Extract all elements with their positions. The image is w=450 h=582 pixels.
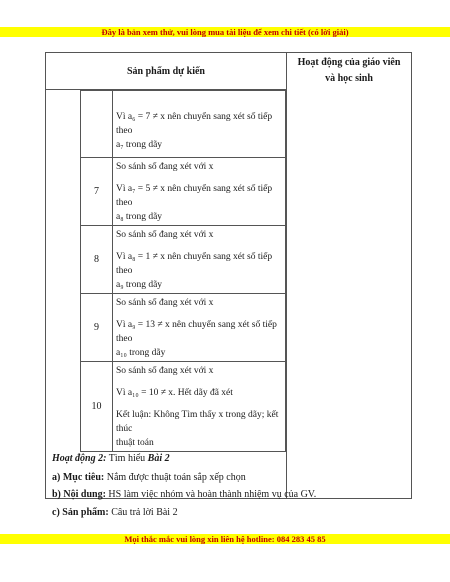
goal-label: a) Mục tiêu: — [52, 472, 105, 483]
step-description — [113, 294, 286, 362]
step-line: thuật toán — [116, 437, 154, 448]
step-number: 7 — [81, 158, 113, 226]
expected-product-cell — [46, 90, 287, 499]
step-line: Vì a₉ = 13 ≠ x nên chuyển sang xét số tiếp theo — [116, 319, 277, 344]
step-number — [81, 91, 113, 158]
content-line — [52, 489, 316, 501]
step-line: So sánh số đang xét với x — [116, 161, 214, 172]
content-text: HS làm việc nhóm và hoàn thành nhiệm vụ của GV. — [105, 489, 317, 500]
table-row — [81, 158, 286, 226]
step-number: 10 — [81, 362, 113, 452]
step-number: 8 — [81, 226, 113, 294]
preview-banner-text: Đây là bản xem thử, vui lòng mua tài liệu để xem chi tiết (có lời giải) — [101, 27, 349, 37]
step-line: Vì a₈ = 1 ≠ x nên chuyển sang xét số tiếp theo — [116, 251, 273, 276]
header-teacher-student-activity — [287, 53, 412, 499]
step-line: a₁₀ trong dãy — [116, 347, 166, 358]
step-line: Kết luận: Không Tìm thấy x trong dãy; kết thúc — [116, 409, 279, 434]
table-row — [81, 294, 286, 362]
product-label: c) Sản phẩm: — [52, 507, 109, 518]
product-line — [52, 507, 178, 519]
hotline-banner-text: Mọi thắc mắc vui lòng xin liên hệ hotline: 084 283 45 85 — [124, 534, 326, 544]
step-number: 9 — [81, 294, 113, 362]
table-row — [81, 226, 286, 294]
step-description — [113, 91, 286, 158]
hotline-banner — [0, 534, 450, 544]
lesson-table — [45, 52, 412, 499]
step-line: Vì a₁₀ = 10 ≠ x. Hết dãy đã xét — [116, 387, 233, 398]
activity-text: Tìm hiểu — [106, 453, 148, 464]
step-line: So sánh số đang xét với x — [116, 229, 214, 240]
activity-label: Hoạt động 2: — [52, 453, 107, 464]
preview-banner — [0, 27, 450, 37]
goal-line — [52, 472, 246, 484]
content-label: b) Nội dung: — [52, 489, 106, 500]
step-line: a₇ trong dãy — [116, 140, 163, 150]
header-right-line1: Hoạt động của giáo viên — [297, 57, 401, 68]
table-row — [81, 91, 286, 158]
step-description — [113, 226, 286, 294]
step-line: a₈ trong dãy — [116, 211, 163, 222]
goal-text: Nắm được thuật toán sắp xếp chọn — [104, 472, 246, 483]
step-line: So sánh số đang xét với x — [116, 365, 214, 376]
step-line: So sánh số đang xét với x — [116, 297, 214, 308]
step-description — [113, 362, 286, 452]
algorithm-steps-table — [80, 90, 286, 452]
product-text: Câu trả lời Bài 2 — [108, 507, 178, 518]
activity-heading — [52, 453, 170, 465]
step-line: Vì a₆ = 7 ≠ x nên chuyển sang xét số tiếp theo — [116, 112, 273, 136]
header-expected-product: Sản phẩm dự kiến — [46, 53, 287, 90]
header-right-line2: và học sinh — [325, 73, 373, 84]
step-line: Vì a₇ = 5 ≠ x nên chuyển sang xét số tiếp theo — [116, 183, 273, 208]
step-description — [113, 158, 286, 226]
step-line: a₉ trong dãy — [116, 279, 163, 290]
activity-title: Bài 2 — [147, 453, 170, 464]
table-row — [81, 362, 286, 452]
